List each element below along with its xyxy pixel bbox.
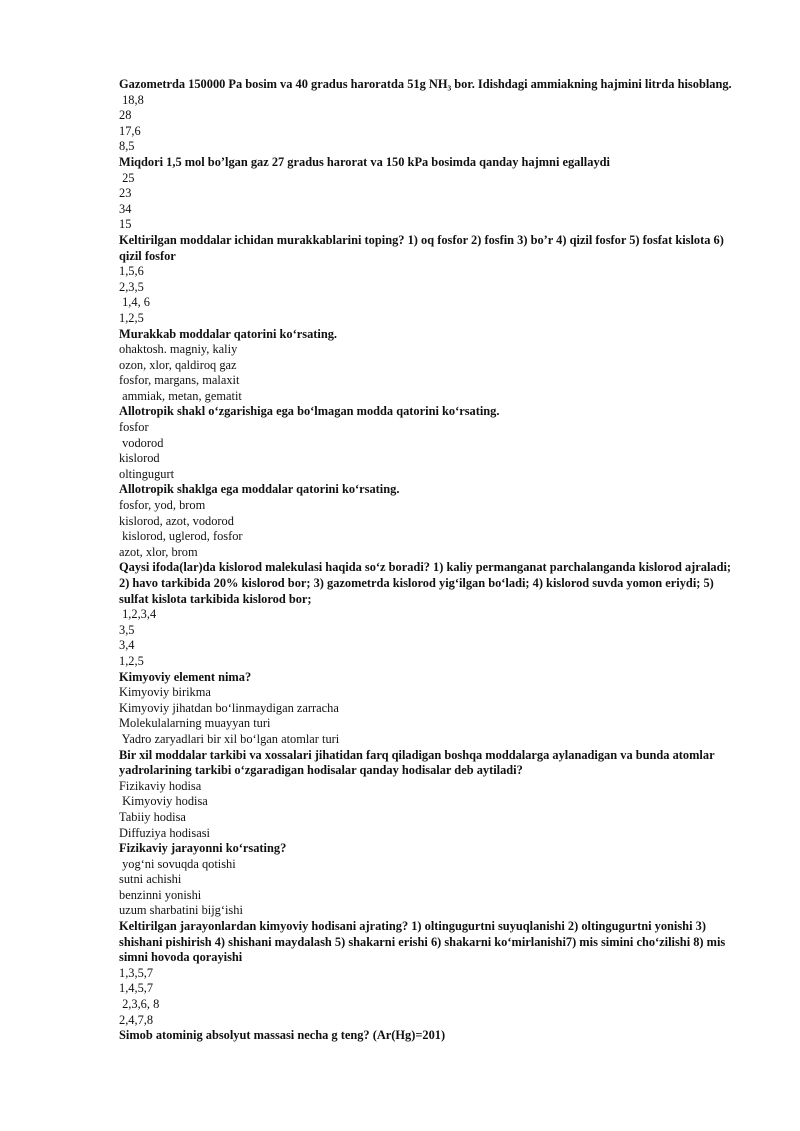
answer-option: fosfor, yod, brom (119, 498, 206, 513)
question-block (119, 155, 744, 233)
question-text: Qaysi ifoda(lar)da kislorod malekulasi haqida so‘z boradi? 1) kaliy permanganat parchalanganda kislorod ajraladi; 2) havo tarkibida 20% kislorod bor; 3) gazometrda kislorod yig‘ilgan bo‘ladi; 4) kislorod suvda yomon eriydi; 5) sulfat kislota tarkibida kislorod bor; (119, 560, 732, 606)
question-text: Allotropik shaklga ega moddalar qatorini ko‘rsating. (119, 482, 400, 497)
answer-option: benzinni yonishi (119, 887, 202, 902)
answer-option: 15 (119, 217, 132, 232)
answer-option: 23 (119, 186, 132, 201)
answer-option: 28 (119, 108, 132, 123)
answer-option: fosfor (119, 420, 149, 435)
question-block (119, 482, 744, 560)
question-block (119, 560, 744, 669)
question-text: Keltirilgan jarayonlardan kimyoviy hodisani ajrating? 1) oltingugurtni suyuqlanishi 2) oltingugurtni yonishi 3) shishani pishirish 4) shishani maydalash 5) shakarni erishi 6) shakarni ko‘mirlanishi7) mis simini cho‘zilishi 8) mis simni hovoda qorayishi (119, 919, 726, 965)
answer-option: kislorod, azot, vodorod (119, 513, 234, 528)
answer-option: Yadro zaryadlari bir xil bo‘lgan atomlar turi (119, 731, 340, 746)
answer-option: 1,3,5,7 (119, 965, 154, 980)
question-text: Keltirilgan moddalar ichidan murakkablarini toping? 1) oq fosfor 2) fosfin 3) bo’r 4) qizil fosfor 5) fosfat kislota 6) qizil fosfor (119, 232, 724, 263)
answer-option: Molekulalarning muayyan turi (119, 716, 271, 731)
answer-option: yog‘ni sovuqda qotishi (119, 856, 236, 871)
question-block (119, 233, 744, 327)
question-text: Miqdori 1,5 mol bo’lgan gaz 27 gradus harorat va 150 kPa bosimda qanday hajmni egallaydi (119, 154, 610, 169)
answer-option: fosfor, margans, malaxit (119, 373, 240, 388)
answer-option: 2,3,6, 8 (119, 997, 160, 1012)
question-text: Murakkab moddalar qatorini ko‘rsating. (119, 326, 338, 341)
answer-option: 2,4,7,8 (119, 1012, 154, 1027)
answer-option: Tabiiy hodisa (119, 809, 186, 824)
question-block (119, 919, 744, 1028)
answer-option: azot, xlor, brom (119, 544, 198, 559)
answer-option: Kimyoviy birikma (119, 685, 211, 700)
answer-option: kislorod (119, 451, 160, 466)
answer-option: 3,4 (119, 638, 135, 653)
answer-option: 2,3,5 (119, 279, 144, 294)
answer-option: ammiak, metan, gematit (119, 388, 242, 403)
question-block (119, 1028, 744, 1044)
question-block (119, 327, 744, 405)
answer-option: kislorod, uglerod, fosfor (119, 529, 243, 544)
answer-option: vodorod (119, 435, 164, 450)
answer-option: Diffuziya hodisasi (119, 825, 210, 840)
answer-option: Kimyoviy jihatdan bo‘linmaydigan zarracha (119, 700, 339, 715)
question-text: Kimyoviy element nima? (119, 669, 252, 684)
answer-option: ohaktosh. magniy, kaliy (119, 342, 238, 357)
question-text: Gazometrda 150000 Pa bosim va 40 gradus haroratda 51g NH₃ bor. Idishdagi ammiakning hajmini litrda hisoblang. (119, 77, 732, 91)
answer-option: 3,5 (119, 622, 135, 637)
answer-option: sutni achishi (119, 872, 182, 887)
question-text: Simob atominig absolyut massasi necha g teng? (Ar(Hg)=201) (119, 1028, 446, 1043)
answer-option: oltingugurt (119, 466, 175, 481)
answer-option: 17,6 (119, 123, 141, 138)
answer-option: 1,4, 6 (119, 295, 150, 310)
question-block (119, 670, 744, 748)
answer-option: 25 (119, 170, 135, 185)
answer-option: 1,2,5 (119, 653, 144, 668)
answer-option: Fizikaviy hodisa (119, 778, 202, 793)
question-text: Allotropik shakl o‘zgarishiga ega bo‘lmagan modda qatorini ko‘rsating. (119, 404, 500, 419)
question-text: Bir xil moddalar tarkibi va xossalari jihatidan farq qiladigan boshqa moddalarga aylanadigan va bunda atomlar yadrolarining tarkibi o‘zgaradigan hodisalar qanday hodisalar deb aytiladi? (119, 747, 715, 778)
answer-option: 34 (119, 201, 132, 216)
answer-option: 1,4,5,7 (119, 981, 154, 996)
answer-option: 1,2,3,4 (119, 607, 157, 622)
answer-option: 1,2,5 (119, 310, 144, 325)
answer-option: ozon, xlor, qaldiroq gaz (119, 357, 237, 372)
question-text: Fizikaviy jarayonni ko‘rsating? (119, 841, 287, 856)
document-body (119, 77, 744, 1044)
answer-option: 1,5,6 (119, 264, 144, 279)
answer-option: 18,8 (119, 92, 144, 107)
question-block (119, 841, 744, 919)
question-block (119, 748, 744, 842)
question-block (119, 77, 744, 155)
answer-option: Kimyoviy hodisa (119, 794, 208, 809)
answer-option: 8,5 (119, 139, 135, 154)
question-block (119, 404, 744, 482)
answer-option: uzum sharbatini bijg‘ishi (119, 903, 243, 918)
